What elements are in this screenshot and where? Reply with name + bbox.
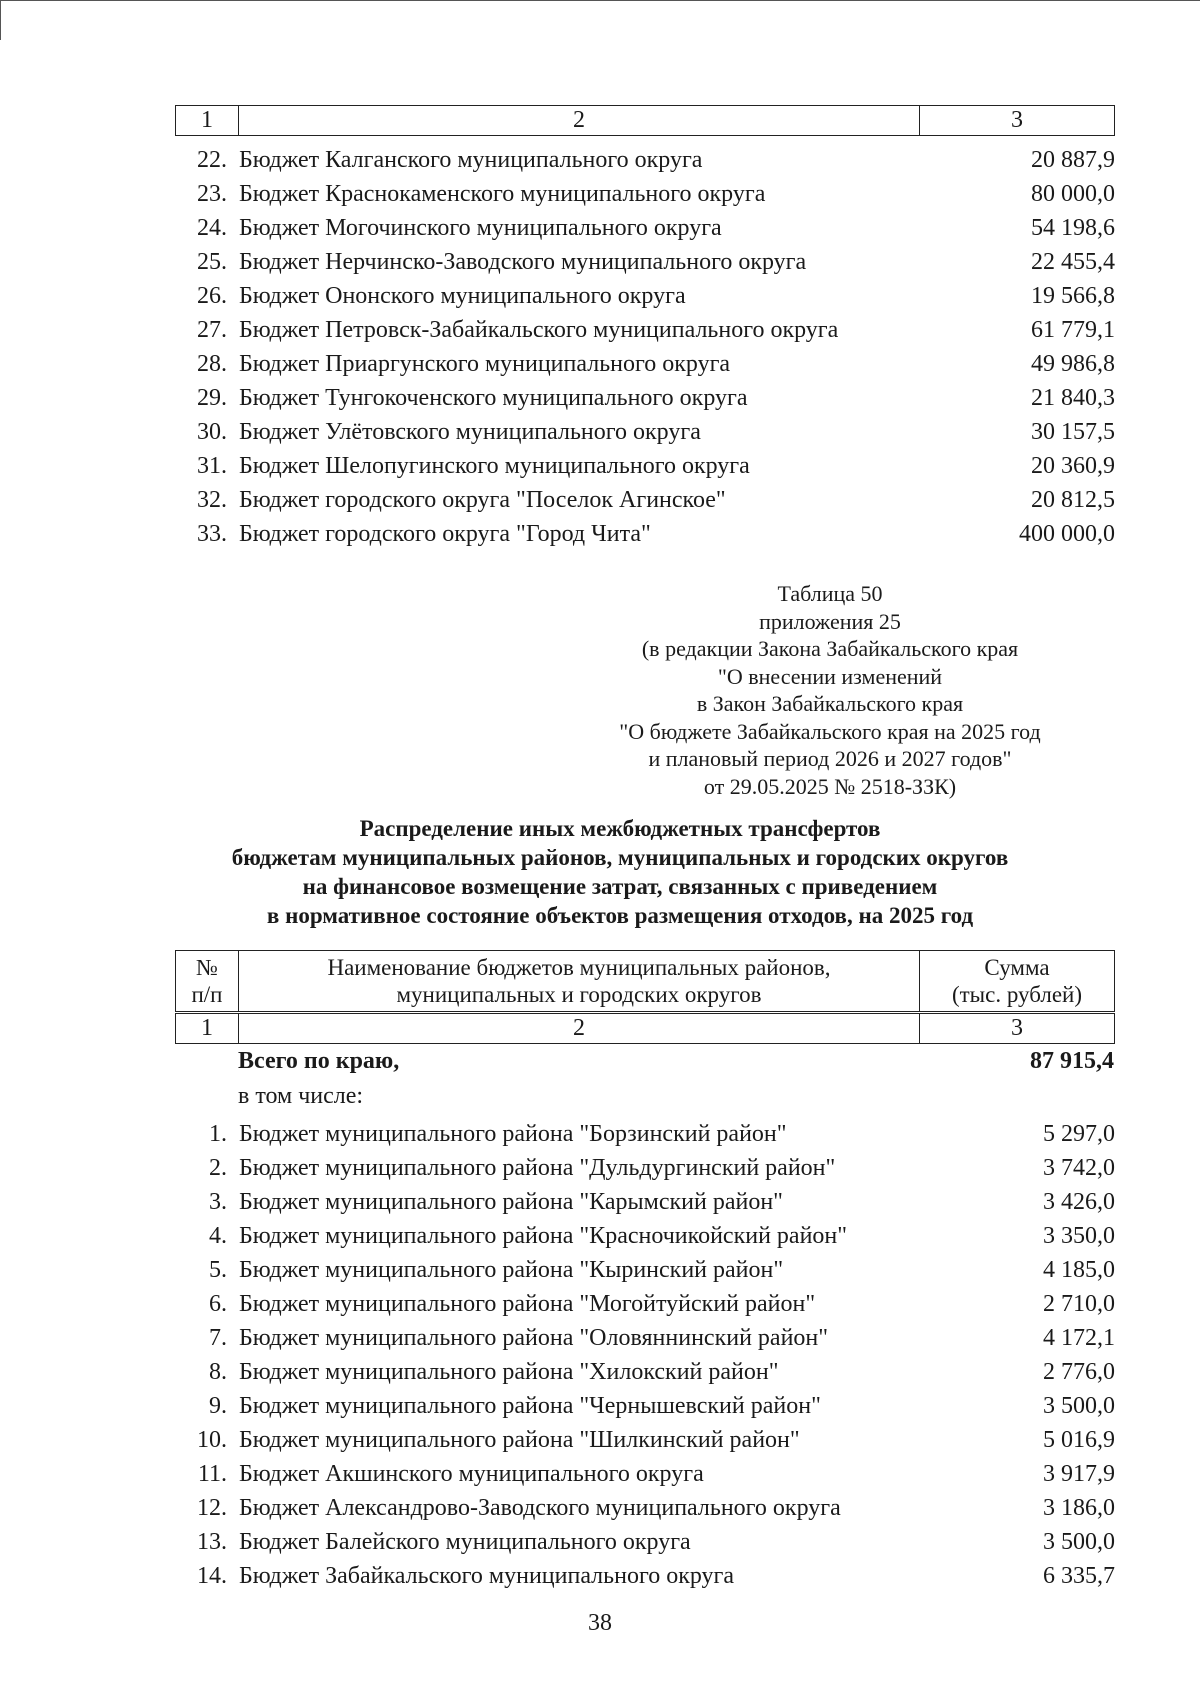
table-row bbox=[175, 1525, 1115, 1559]
title-line: в нормативное состояние объектов размещения отходов, на 2025 год bbox=[266, 903, 974, 928]
table-row bbox=[175, 1219, 1115, 1253]
row-budget-name: Бюджет муниципального района "Хилокский район" bbox=[239, 1358, 779, 1385]
table50-index-row bbox=[175, 1013, 1115, 1044]
table-row bbox=[175, 1389, 1115, 1423]
including-label: в том числе: bbox=[238, 1083, 364, 1109]
row-number: 11. bbox=[197, 1460, 227, 1487]
annotation-line: от 29.05.2025 № 2518-ЗЗК) bbox=[703, 773, 957, 799]
row-budget-name: Бюджет муниципального района "Чернышевский район" bbox=[239, 1392, 821, 1419]
row-amount: 22 455,4 bbox=[1031, 248, 1115, 275]
row-number: 30. bbox=[197, 418, 227, 445]
table50-header bbox=[175, 950, 1115, 1012]
row-budget-name: Бюджет муниципального района "Борзинский район" bbox=[239, 1120, 787, 1147]
row-budget-name: Бюджет Акшинского муниципального округа bbox=[239, 1460, 704, 1487]
table50-body bbox=[175, 1117, 1115, 1593]
row-amount: 2 776,0 bbox=[1043, 1358, 1115, 1385]
total-label: Всего по краю, bbox=[238, 1048, 400, 1074]
table-row bbox=[175, 245, 1115, 279]
row-budget-name: Бюджет городского округа "Город Чита" bbox=[239, 520, 651, 547]
scan-top-edge bbox=[0, 0, 1200, 1]
table-row bbox=[175, 517, 1115, 551]
row-amount: 20 812,5 bbox=[1031, 486, 1115, 513]
row-number: 24. bbox=[197, 214, 227, 241]
annotation-line: Таблица 50 bbox=[777, 581, 883, 606]
row-budget-name: Бюджет Забайкальского муниципального округа bbox=[239, 1562, 735, 1589]
annotation-line: "О бюджете Забайкальского края на 2025 год bbox=[619, 718, 1041, 744]
table-row bbox=[175, 1491, 1115, 1525]
header-name: Наименование бюджетов муниципальных районов, муниципальных и городских округов bbox=[239, 951, 920, 1011]
table-row bbox=[175, 279, 1115, 313]
row-amount: 3 500,0 bbox=[1043, 1392, 1115, 1419]
row-amount: 5 016,9 bbox=[1043, 1426, 1115, 1453]
row-budget-name: Бюджет муниципального района "Могойтуйский район" bbox=[239, 1290, 816, 1317]
table-row bbox=[175, 313, 1115, 347]
row-amount: 3 426,0 bbox=[1043, 1188, 1115, 1215]
row-budget-name: Бюджет муниципального района "Шилкинский район" bbox=[239, 1426, 800, 1453]
row-number: 5. bbox=[209, 1256, 227, 1283]
row-budget-name: Бюджет Тунгокоченского муниципального округа bbox=[239, 384, 748, 411]
table-row bbox=[175, 1117, 1115, 1151]
row-amount: 20 887,9 bbox=[1031, 146, 1115, 173]
row-amount: 2 710,0 bbox=[1043, 1290, 1115, 1317]
top-header-col2: 2 bbox=[239, 106, 920, 135]
row-number: 28. bbox=[197, 350, 227, 377]
scan-left-edge bbox=[0, 0, 1, 40]
total-amount: 87 915,4 bbox=[1030, 1048, 1114, 1074]
row-amount: 49 986,8 bbox=[1031, 350, 1115, 377]
row-amount: 4 185,0 bbox=[1043, 1256, 1115, 1283]
row-number: 8. bbox=[209, 1358, 227, 1385]
table-row bbox=[175, 1457, 1115, 1491]
top-table-body bbox=[175, 143, 1115, 551]
row-amount: 4 172,1 bbox=[1043, 1324, 1115, 1351]
title-line: на финансовое возмещение затрат, связанных с приведением bbox=[302, 874, 938, 899]
row-amount: 54 198,6 bbox=[1031, 214, 1115, 241]
row-number: 4. bbox=[209, 1222, 227, 1249]
row-budget-name: Бюджет Шелопугинского муниципального округа bbox=[239, 452, 750, 479]
row-number: 12. bbox=[197, 1494, 227, 1521]
table-row bbox=[175, 415, 1115, 449]
title-line: Распределение иных межбюджетных трансфертов bbox=[359, 816, 881, 841]
row-amount: 20 360,9 bbox=[1031, 452, 1115, 479]
header-num: № п/п bbox=[176, 951, 239, 1011]
row-number: 25. bbox=[197, 248, 227, 275]
annotation-line: (в редакции Закона Забайкальского края bbox=[641, 636, 1019, 661]
row-amount: 400 000,0 bbox=[1019, 520, 1115, 547]
table-row bbox=[175, 1423, 1115, 1457]
row-number: 3. bbox=[209, 1188, 227, 1215]
row-budget-name: Бюджет Ононского муниципального округа bbox=[239, 282, 686, 309]
table-row bbox=[175, 1559, 1115, 1593]
index-col2: 2 bbox=[239, 1014, 920, 1043]
row-number: 14. bbox=[197, 1562, 227, 1589]
row-budget-name: Бюджет Улётовского муниципального округа bbox=[239, 418, 701, 445]
total-row bbox=[238, 1048, 1114, 1075]
row-budget-name: Бюджет Балейского муниципального округа bbox=[239, 1528, 691, 1555]
row-amount: 19 566,8 bbox=[1031, 282, 1115, 309]
table-title bbox=[150, 814, 1090, 930]
row-amount: 80 000,0 bbox=[1031, 180, 1115, 207]
annotation-line: и плановый период 2026 и 2027 годов" bbox=[648, 746, 1012, 771]
row-amount: 3 350,0 bbox=[1043, 1222, 1115, 1249]
row-amount: 5 297,0 bbox=[1043, 1120, 1115, 1147]
row-number: 26. bbox=[197, 282, 227, 309]
table-row bbox=[175, 347, 1115, 381]
table-row bbox=[175, 1151, 1115, 1185]
row-budget-name: Бюджет Петровск-Забайкальского муниципального округа bbox=[239, 316, 839, 343]
row-amount: 3 500,0 bbox=[1043, 1528, 1115, 1555]
row-amount: 3 742,0 bbox=[1043, 1154, 1115, 1181]
row-budget-name: Бюджет муниципального района "Карымский район" bbox=[239, 1188, 783, 1215]
table-row bbox=[175, 1253, 1115, 1287]
row-amount: 6 335,7 bbox=[1043, 1562, 1115, 1589]
annotation-line: приложения 25 bbox=[759, 608, 901, 634]
table-row bbox=[175, 381, 1115, 415]
row-amount: 61 779,1 bbox=[1031, 316, 1115, 343]
row-budget-name: Бюджет муниципального района "Кыринский район" bbox=[239, 1256, 784, 1283]
table-row bbox=[175, 1355, 1115, 1389]
row-number: 23. bbox=[197, 180, 227, 207]
top-header-col1: 1 bbox=[176, 106, 239, 135]
row-budget-name: Бюджет муниципального района "Дульдургинский район" bbox=[239, 1154, 836, 1181]
page-number: 38 bbox=[588, 1610, 612, 1636]
table-row bbox=[175, 177, 1115, 211]
row-number: 6. bbox=[209, 1290, 227, 1317]
table-row bbox=[175, 1321, 1115, 1355]
row-budget-name: Бюджет Приаргунского муниципального округа bbox=[239, 350, 731, 377]
top-table-header bbox=[175, 105, 1115, 136]
table-row bbox=[175, 1185, 1115, 1219]
row-number: 2. bbox=[209, 1154, 227, 1181]
table-row bbox=[175, 483, 1115, 517]
annotation-line: "О внесении изменений bbox=[717, 663, 943, 689]
row-budget-name: Бюджет городского округа "Поселок Агинское" bbox=[239, 486, 726, 513]
row-budget-name: Бюджет Краснокаменского муниципального округа bbox=[239, 180, 766, 207]
table-row bbox=[175, 143, 1115, 177]
row-number: 27. bbox=[197, 316, 227, 343]
row-budget-name: Бюджет муниципального района "Оловяннинский район" bbox=[239, 1324, 829, 1351]
index-col1: 1 bbox=[176, 1014, 239, 1043]
header-amount: Сумма (тыс. рублей) bbox=[951, 955, 1083, 1007]
row-number: 32. bbox=[197, 486, 227, 513]
row-amount: 3 917,9 bbox=[1043, 1460, 1115, 1487]
table-annotation bbox=[585, 580, 1075, 800]
row-number: 1. bbox=[209, 1120, 227, 1147]
row-amount: 30 157,5 bbox=[1031, 418, 1115, 445]
row-number: 13. bbox=[197, 1528, 227, 1555]
top-header-col3: 3 bbox=[1011, 107, 1023, 133]
row-amount: 21 840,3 bbox=[1031, 384, 1115, 411]
table-row bbox=[175, 449, 1115, 483]
row-budget-name: Бюджет муниципального района "Красночикойский район" bbox=[239, 1222, 848, 1249]
row-number: 22. bbox=[197, 146, 227, 173]
row-budget-name: Бюджет Александрово-Заводского муниципального округа bbox=[239, 1494, 841, 1521]
annotation-line: в Закон Забайкальского края bbox=[696, 691, 964, 716]
table-row bbox=[175, 1287, 1115, 1321]
row-budget-name: Бюджет Калганского муниципального округа bbox=[239, 146, 703, 173]
row-number: 9. bbox=[209, 1392, 227, 1419]
row-budget-name: Бюджет Нерчинско-Заводского муниципального округа bbox=[239, 248, 807, 275]
row-amount: 3 186,0 bbox=[1043, 1494, 1115, 1521]
table-row bbox=[175, 211, 1115, 245]
row-number: 29. bbox=[197, 384, 227, 411]
row-number: 10. bbox=[197, 1426, 227, 1453]
row-number: 7. bbox=[209, 1324, 227, 1351]
title-line: бюджетам муниципальных районов, муниципальных и городских округов bbox=[231, 845, 1009, 870]
index-col3: 3 bbox=[1011, 1015, 1023, 1041]
row-number: 31. bbox=[197, 452, 227, 479]
row-budget-name: Бюджет Могочинского муниципального округа bbox=[239, 214, 722, 241]
row-number: 33. bbox=[197, 520, 227, 547]
